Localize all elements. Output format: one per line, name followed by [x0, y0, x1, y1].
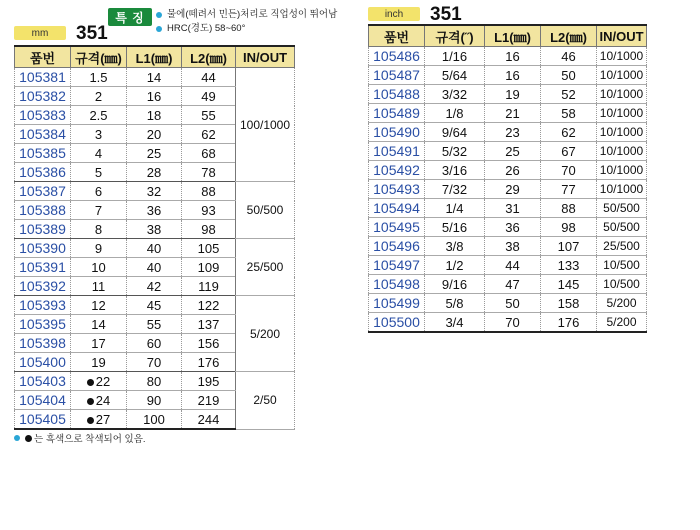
left-model-number: 351	[76, 23, 108, 44]
item-code: 105383	[15, 106, 71, 125]
item-code: 105387	[15, 182, 71, 201]
l2-cell: 176	[541, 313, 597, 333]
table-row	[369, 180, 647, 199]
size-cell: 22	[71, 372, 127, 391]
size-cell: 5/8	[425, 294, 485, 313]
header-l1: L1(㎜)	[485, 25, 541, 47]
l2-cell: 70	[541, 161, 597, 180]
item-code: 105494	[369, 199, 425, 218]
l2-cell: 122	[182, 296, 236, 315]
black-dot-icon	[25, 435, 32, 442]
size-cell: 3	[71, 125, 127, 144]
l2-cell: 78	[182, 163, 236, 182]
header-l2: L2(㎜)	[182, 46, 236, 68]
item-code: 105392	[15, 277, 71, 296]
item-code: 105489	[369, 104, 425, 123]
item-code: 105403	[15, 372, 71, 391]
table-row	[369, 85, 647, 104]
table-row	[15, 68, 295, 87]
table-row	[369, 47, 647, 66]
item-code: 105495	[369, 218, 425, 237]
l1-cell: 19	[485, 85, 541, 104]
l2-cell: 137	[182, 315, 236, 334]
feature-item: HRC(경도) 58~60°	[156, 22, 337, 36]
inout-cell: 50/500	[597, 199, 647, 218]
table-row	[369, 294, 647, 313]
size-cell: 3/4	[425, 313, 485, 333]
l2-cell: 68	[182, 144, 236, 163]
l1-cell: 36	[485, 218, 541, 237]
inout-cell: 5/200	[597, 313, 647, 333]
size-cell: 7/32	[425, 180, 485, 199]
l1-cell: 25	[485, 142, 541, 161]
size-cell: 5/16	[425, 218, 485, 237]
table-row	[369, 218, 647, 237]
item-code: 105498	[369, 275, 425, 294]
l2-cell: 77	[541, 180, 597, 199]
size-cell: 11	[71, 277, 127, 296]
l2-cell: 176	[182, 353, 236, 372]
inout-cell: 10/1000	[597, 142, 647, 161]
inout-cell: 10/500	[597, 275, 647, 294]
item-code: 105405	[15, 410, 71, 430]
item-code: 105386	[15, 163, 71, 182]
size-cell: 1/8	[425, 104, 485, 123]
l2-cell: 105	[182, 239, 236, 258]
l2-cell: 49	[182, 87, 236, 106]
l1-cell: 18	[127, 106, 182, 125]
l1-cell: 38	[127, 220, 182, 239]
l1-cell: 23	[485, 123, 541, 142]
l1-cell: 80	[127, 372, 182, 391]
mm-table-body	[15, 68, 295, 430]
header-code: 품번	[369, 25, 425, 47]
inout-cell: 5/200	[597, 294, 647, 313]
item-code: 105390	[15, 239, 71, 258]
size-cell: 6	[71, 182, 127, 201]
table-row	[15, 182, 295, 201]
l1-cell: 29	[485, 180, 541, 199]
header-inout: IN/OUT	[597, 25, 647, 47]
size-cell: 2	[71, 87, 127, 106]
l2-cell: 88	[541, 199, 597, 218]
l2-cell: 98	[182, 220, 236, 239]
l1-cell: 14	[127, 68, 182, 87]
l2-cell: 219	[182, 391, 236, 410]
table-row	[369, 104, 647, 123]
inout-cell: 50/500	[597, 218, 647, 237]
l2-cell: 93	[182, 201, 236, 220]
size-cell: 3/32	[425, 85, 485, 104]
item-code: 105488	[369, 85, 425, 104]
inout-cell: 10/500	[597, 256, 647, 275]
features-badge: 특 징	[108, 8, 152, 26]
l2-cell: 133	[541, 256, 597, 275]
table-row	[15, 372, 295, 391]
l2-cell: 119	[182, 277, 236, 296]
l2-cell: 195	[182, 372, 236, 391]
l1-cell: 16	[485, 47, 541, 66]
l1-cell: 28	[127, 163, 182, 182]
item-code: 105486	[369, 47, 425, 66]
header-size: 규격(㎜)	[71, 46, 127, 68]
item-code: 105497	[369, 256, 425, 275]
black-dot-icon	[87, 379, 94, 386]
table-row	[369, 161, 647, 180]
header-l1: L1(㎜)	[127, 46, 182, 68]
item-code: 105388	[15, 201, 71, 220]
size-cell: 2.5	[71, 106, 127, 125]
l1-cell: 70	[127, 353, 182, 372]
mm-unit-badge: mm	[14, 26, 66, 40]
bullet-icon	[14, 435, 20, 441]
l1-cell: 40	[127, 258, 182, 277]
size-cell: 9/64	[425, 123, 485, 142]
item-code: 105496	[369, 237, 425, 256]
item-code: 105500	[369, 313, 425, 333]
size-cell: 19	[71, 353, 127, 372]
item-code: 105381	[15, 68, 71, 87]
inout-cell: 50/500	[236, 182, 295, 239]
l2-cell: 50	[541, 66, 597, 85]
size-cell: 9/16	[425, 275, 485, 294]
size-cell: 24	[71, 391, 127, 410]
mm-spec-table	[14, 45, 295, 430]
table-row	[15, 296, 295, 315]
inch-unit-badge: inch	[368, 7, 420, 21]
l1-cell: 47	[485, 275, 541, 294]
inch-table-body	[369, 47, 647, 333]
header-size: 규격(˝)	[425, 25, 485, 47]
l1-cell: 70	[485, 313, 541, 333]
item-code: 105400	[15, 353, 71, 372]
l2-cell: 52	[541, 85, 597, 104]
item-code: 105487	[369, 66, 425, 85]
inout-cell: 10/1000	[597, 180, 647, 199]
l2-cell: 88	[182, 182, 236, 201]
l2-cell: 109	[182, 258, 236, 277]
size-cell: 5	[71, 163, 127, 182]
inout-cell: 100/1000	[236, 68, 295, 182]
l2-cell: 55	[182, 106, 236, 125]
inout-cell: 25/500	[597, 237, 647, 256]
l1-cell: 90	[127, 391, 182, 410]
table-row	[369, 142, 647, 161]
l2-cell: 98	[541, 218, 597, 237]
inout-cell: 2/50	[236, 372, 295, 430]
inout-cell: 10/1000	[597, 85, 647, 104]
l1-cell: 16	[485, 66, 541, 85]
inout-cell: 10/1000	[597, 66, 647, 85]
l1-cell: 100	[127, 410, 182, 430]
item-code: 105404	[15, 391, 71, 410]
item-code: 105398	[15, 334, 71, 353]
l1-cell: 25	[127, 144, 182, 163]
size-cell: 12	[71, 296, 127, 315]
size-cell: 7	[71, 201, 127, 220]
l2-cell: 62	[541, 123, 597, 142]
l1-cell: 36	[127, 201, 182, 220]
table-row	[369, 66, 647, 85]
l2-cell: 156	[182, 334, 236, 353]
l2-cell: 158	[541, 294, 597, 313]
size-cell: 8	[71, 220, 127, 239]
l2-cell: 107	[541, 237, 597, 256]
item-code: 105492	[369, 161, 425, 180]
size-cell: 1/16	[425, 47, 485, 66]
size-cell: 1/2	[425, 256, 485, 275]
size-cell: 27	[71, 410, 127, 430]
l1-cell: 45	[127, 296, 182, 315]
size-cell: 17	[71, 334, 127, 353]
l1-cell: 21	[485, 104, 541, 123]
table-row	[369, 237, 647, 256]
item-code: 105395	[15, 315, 71, 334]
table-row	[369, 123, 647, 142]
l2-cell: 62	[182, 125, 236, 144]
item-code: 105393	[15, 296, 71, 315]
bullet-icon	[156, 12, 162, 18]
l1-cell: 55	[127, 315, 182, 334]
l2-cell: 46	[541, 47, 597, 66]
l2-cell: 44	[182, 68, 236, 87]
inout-cell: 10/1000	[597, 47, 647, 66]
l1-cell: 60	[127, 334, 182, 353]
item-code: 105382	[15, 87, 71, 106]
l1-cell: 38	[485, 237, 541, 256]
l2-cell: 145	[541, 275, 597, 294]
header-inout: IN/OUT	[236, 46, 295, 68]
header-code: 품번	[15, 46, 71, 68]
inout-cell: 10/1000	[597, 104, 647, 123]
l1-cell: 20	[127, 125, 182, 144]
l2-cell: 244	[182, 410, 236, 430]
inout-cell: 25/500	[236, 239, 295, 296]
inout-cell: 10/1000	[597, 161, 647, 180]
size-cell: 5/32	[425, 142, 485, 161]
l1-cell: 40	[127, 239, 182, 258]
table-row	[369, 199, 647, 218]
features-list	[156, 8, 337, 36]
size-cell: 3/8	[425, 237, 485, 256]
size-cell: 1/4	[425, 199, 485, 218]
item-code: 105384	[15, 125, 71, 144]
item-code: 105385	[15, 144, 71, 163]
item-code: 105490	[369, 123, 425, 142]
feature-item: 물에(떼려서 민든)처리로 직업성이 뛰어남	[156, 8, 337, 22]
table-row	[369, 275, 647, 294]
size-cell: 10	[71, 258, 127, 277]
black-dot-icon	[87, 398, 94, 405]
table-row	[15, 239, 295, 258]
item-code: 105499	[369, 294, 425, 313]
bullet-icon	[156, 26, 162, 32]
l1-cell: 44	[485, 256, 541, 275]
l1-cell: 26	[485, 161, 541, 180]
l1-cell: 50	[485, 294, 541, 313]
footnote: 는 흑색으로 착색되어 있음.	[14, 431, 146, 445]
inch-spec-table	[368, 24, 647, 333]
l1-cell: 42	[127, 277, 182, 296]
table-row	[369, 313, 647, 333]
header-l2: L2(㎜)	[541, 25, 597, 47]
inout-cell: 10/1000	[597, 123, 647, 142]
l2-cell: 58	[541, 104, 597, 123]
item-code: 105491	[369, 142, 425, 161]
inout-cell: 5/200	[236, 296, 295, 372]
l1-cell: 32	[127, 182, 182, 201]
size-cell: 5/64	[425, 66, 485, 85]
item-code: 105391	[15, 258, 71, 277]
size-cell: 4	[71, 144, 127, 163]
size-cell: 3/16	[425, 161, 485, 180]
black-dot-icon	[87, 417, 94, 424]
l1-cell: 16	[127, 87, 182, 106]
right-model-number: 351	[430, 4, 462, 25]
item-code: 105389	[15, 220, 71, 239]
l2-cell: 67	[541, 142, 597, 161]
size-cell: 14	[71, 315, 127, 334]
table-row	[369, 256, 647, 275]
size-cell: 9	[71, 239, 127, 258]
l1-cell: 31	[485, 199, 541, 218]
size-cell: 1.5	[71, 68, 127, 87]
item-code: 105493	[369, 180, 425, 199]
